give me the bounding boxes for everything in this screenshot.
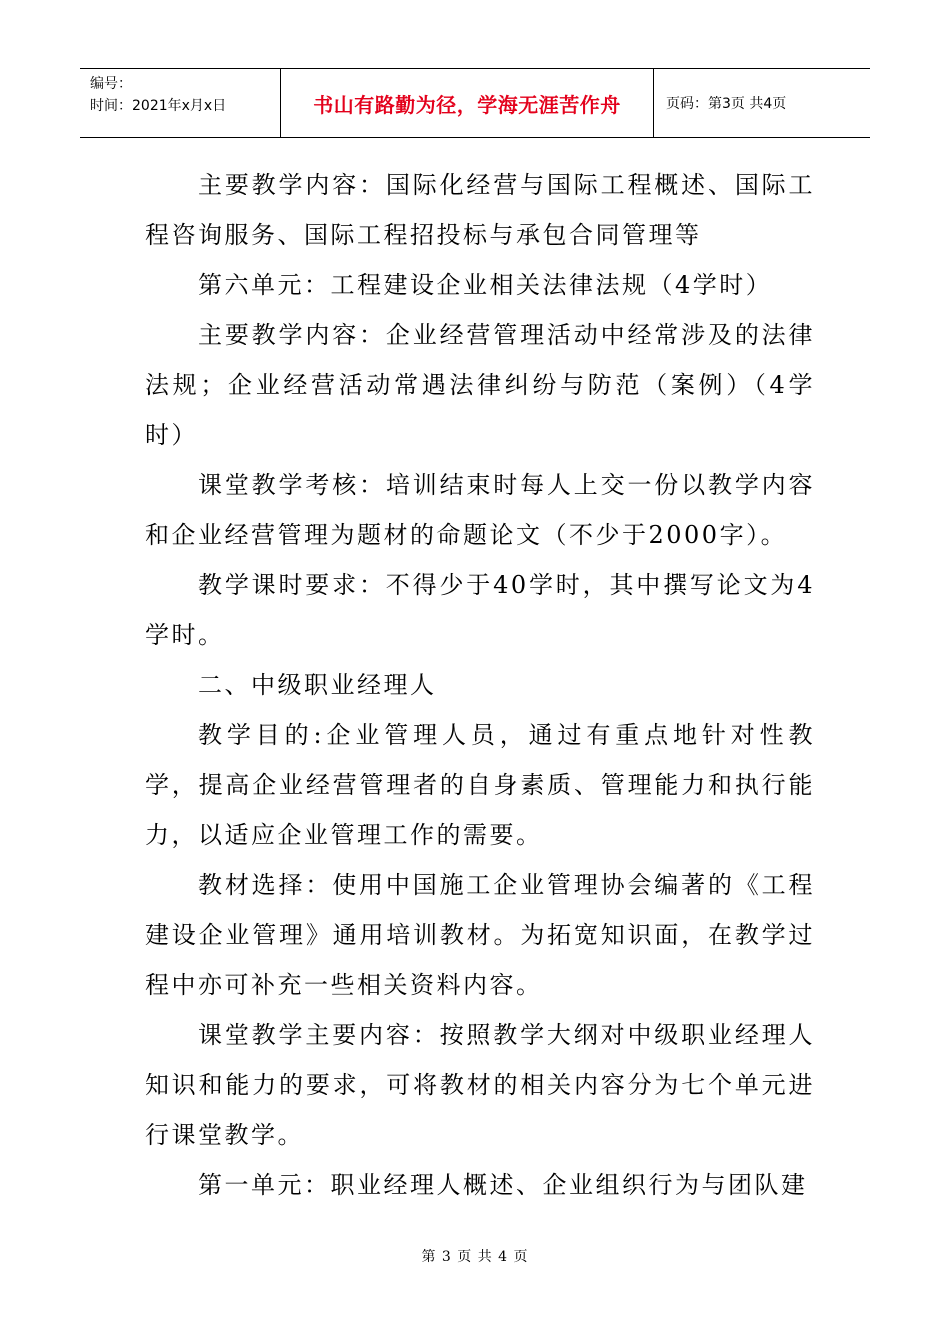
header-left-cell xyxy=(80,69,280,137)
document-date-label: 时间：2021年x月x日 xyxy=(90,98,227,114)
paragraph: 教材选择：使用中国施工企业管理协会编著的《工程建设企业管理》通用培训教材。为拓宽知识面，在教学过程中亦可补充一些相关资料内容。 xyxy=(145,871,815,999)
paragraph: 第一单元：职业经理人概述、企业组织行为与团队建 xyxy=(198,1171,808,1199)
page-footer: 第 3 页 共 4 页 xyxy=(421,1249,529,1265)
section-heading: 二、中级职业经理人 xyxy=(198,671,437,699)
paragraph: 课堂教学主要内容：按照教学大纲对中级职业经理人知识和能力的要求，可将教材的相关内容分为七个单元进行课堂教学。 xyxy=(145,1021,815,1149)
header-page-info: 页码：第3页 共4页 xyxy=(666,96,787,112)
paragraph: 课堂教学考核：培训结束时每人上交一份以教学内容和企业经营管理为题材的命题论文（不少于2000字）。 xyxy=(145,471,815,549)
paragraph: 主要教学内容：国际化经营与国际工程概述、国际工程咨询服务、国际工程招投标与承包合同管理等 xyxy=(145,171,815,249)
paragraph: 主要教学内容：企业经营管理活动中经常涉及的法律法规；企业经营活动常遇法律纠纷与防范（案例）（4学时） xyxy=(145,321,815,449)
paragraph: 教学课时要求：不得少于40学时，其中撰写论文为4学时。 xyxy=(145,571,815,649)
document-number-label: 编号： xyxy=(90,76,132,92)
header-motto: 书山有路勤为径，学海无涯苦作舟 xyxy=(280,69,654,137)
page-header xyxy=(80,68,870,138)
paragraph: 第六单元：工程建设企业相关法律法规（4学时） xyxy=(198,271,773,299)
paragraph: 教学目的:企业管理人员，通过有重点地针对性教学，提高企业经营管理者的自身素质、管理能力和执行能力，以适应企业管理工作的需要。 xyxy=(145,721,815,849)
document-body xyxy=(145,160,815,1210)
